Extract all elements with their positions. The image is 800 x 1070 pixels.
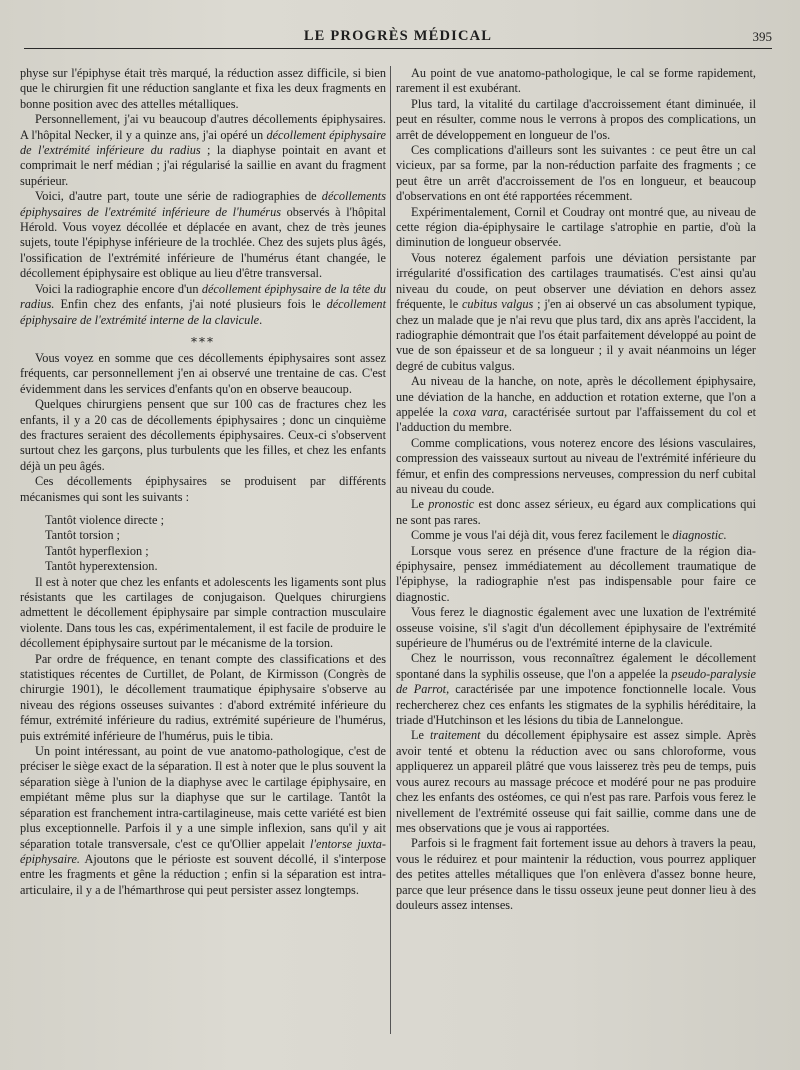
paragraph: Lorsque vous serez en présence d'une fracture de la région dia-épiphysaire, pensez immédiatement au décollement traumatique de l'épiphyse, la radiographie n'est pas indispensable pour faire ce diagnostic. bbox=[396, 543, 756, 604]
paragraph: Vous ferez le diagnostic également avec une luxation de l'extrémité osseuse voisine, s'il s'agit d'un décollement épiphysaire de l'extrémité supérieure de l'humérus ou de l'extrémité interne de la clavicule. bbox=[396, 605, 756, 651]
left-column bbox=[20, 66, 386, 1052]
paragraph: Ces décollements épiphysaires se produisent par différents mécanismes qui sont les suivants : bbox=[20, 474, 386, 504]
paragraph: Parfois si le fragment fait fortement issue au dehors à travers la peau, vous le réduirez et pour maintenir la réduction, vous pourrez appliquer des petites attelles métalliques que l'on enlèvera d'assez bonne heure, parce que leur présence dans le tissu osseux jeune peut donner lieu à des douleurs assez intenses. bbox=[396, 836, 756, 912]
emphasis: diagnostic. bbox=[672, 528, 727, 543]
emphasis: coxa vara bbox=[453, 404, 505, 419]
list-item: Tantôt hyperflexion ; bbox=[45, 543, 149, 558]
emphasis: décollements épiphysaires de l'extrémité inférieure de l'humérus bbox=[20, 189, 386, 219]
page-number: 395 bbox=[752, 29, 772, 44]
emphasis: décollement épiphysaire de l'extrémité inférieure du radius bbox=[20, 127, 386, 158]
paragraph: physe sur l'épiphyse était très marqué, la réduction assez difficile, si bien que le chirurgien fit une réduction sanglante et fixa les deux fragments en bonne position avec des attelles métalliques. bbox=[20, 66, 386, 111]
paragraph: Ces complications d'ailleurs sont les suivantes : ce peut être un cal vicieux, par sa forme, par la non-réduction parfaite des fragments ; ce peut être un arrêt d'accroissement de l'os en longueur, et beaucoup d'observations en ont été rapportées récemment. bbox=[396, 143, 756, 204]
paragraph: Comme complications, vous noterez encore des lésions vasculaires, compression des vaisseaux surtout au niveau de l'extrémité inférieure du fémur, et enfin des compressions nerveuses, compression du nerf cubital au niveau du coude. bbox=[396, 435, 756, 496]
paragraph: Personnellement, j'ai vu beaucoup d'autres décollements épiphysaires. A l'hôpital Necker, il y a quinze ans, j'ai opéré un décollement épiphysaire de l'extrémité inférieure du radius ; la diaphyse pointait en avant et comprimait le nerf médian ; j'ai régularisé la saillie en avant du fragment supérieur. bbox=[20, 112, 386, 188]
journal-title: LE PROGRÈS MÉDICAL bbox=[303, 28, 493, 44]
paragraph: Vous voyez en somme que ces décollements épiphysaires sont assez fréquents, car personnellement j'en ai observé une trentaine de cas. C'est évidemment dans les services d'enfants qu'on en observe beaucoup. bbox=[20, 350, 386, 396]
paragraph: Vous noterez également parfois une déviation persistante par irrégularité d'ossification des cartilages traumatisés. C'est ainsi qu'au niveau du coude, on peut observer une déviation en dehors assez fréquente, le cubitus valgus ; j'en ai observé un cas absolument typique, chez un malade que je n'ai revu que plus tard, dix ans après l'accident, la radiographie démontrait que l'os était parfaitement développé au point de vue de son épaisseur et de sa longueur ; il y avait néanmoins un léger degré de cubitus valgus. bbox=[396, 250, 756, 373]
paragraph: Par ordre de fréquence, en tenant compte des classifications et des statistiques récentes de Curtillet, de Polant, de Kirmisson (Congrès de chirurgie 1901), le décollement traumatique épiphysaire s'observe au niveau des régions osseuses suivantes : d'abord extrémité inférieure du fémur, extrémité inférieure du radius, extrémité supérieure de l'humérus, puis extrémité inférieure de l'humérus, puis le tibia. bbox=[20, 651, 386, 743]
emphasis: pseudo-paralysie de Parrot bbox=[396, 666, 756, 697]
paragraph: Au point de vue anatomo-pathologique, le cal se forme rapidement, rarement il est exubérant. bbox=[396, 66, 756, 96]
paragraph: Le traitement du décollement épiphysaire est assez simple. Après avoir tenté et obtenu la réduction avec ou sans chloroforme, vous appliquerez un appareil plâtré que vous laisserez très peu de temps, puis vous aurez recours au massage précoce et modéré pour ne pas produire chez les enfants des ostéomes, ce qui n'est pas rare. Parfois vous ferez le nivellement de l'extrémité osseuse qui fait saillie, comme dans une de mes observations que je vous ai rapportées. bbox=[396, 728, 757, 835]
paragraph: Voici, d'autre part, toute une série de radiographies de décollements épiphysaires de l'extrémité inférieure de l'humérus observés à l'hôpital Hérold. Vous voyez décollée et déplacée en avant, chez de très jeunes sujets, toute l'épiphyse inférieure de la trochlée. Chez des sujets plus âgés, l'ossification de l'extrémité inférieure de l'humérus étant changée, le décollement épiphysaire est oblique au lieu d'être transversal. bbox=[20, 189, 387, 281]
paragraph: Il est à noter que chez les enfants et adolescents les ligaments sont plus résistants que les cartilages de conjugaison. Quelques chirurgiens admettent le décollement épiphysaire par simple contraction musculaire violente. Dans tous les cas, expérimentalement, il est facile de produire le décollement épiphysaire surtout par le mécanisme de la torsion. bbox=[20, 574, 386, 651]
emphasis: décollement épiphysaire de la tête du radius. bbox=[20, 281, 386, 312]
list-item: Tantôt torsion ; bbox=[45, 528, 120, 543]
paragraph: Comme je vous l'ai déjà dit, vous ferez facilement le diagnostic. bbox=[411, 528, 727, 543]
paragraph: Chez le nourrisson, vous reconnaîtrez également le décollement spontané dans la syphilis osseuse, que l'on a appelée la pseudo-paralysie de Parrot, caractérisée par une impotence fonctionnelle locale. Vous rechercherez chez ces enfants les stigmates de la syphilis héréditaire, la triade d'Hutchinson et les lésions du tibia de Lannelongue. bbox=[396, 651, 756, 728]
column-divider bbox=[390, 66, 391, 1034]
emphasis: traitement bbox=[430, 728, 481, 743]
paragraph: Au niveau de la hanche, on note, après le décollement épiphysaire, une déviation de la hanche, en adduction et rotation externe, que l'on a appelée la coxa vara, caractérisée surtout par l'affaissement du col et l'adduction du membre. bbox=[396, 374, 756, 435]
emphasis: pronostic bbox=[428, 497, 475, 512]
paragraph: Quelques chirurgiens pensent que sur 100 cas de fractures chez les enfants, il y a 20 cas de décollements épiphysaires ; donc un cinquième des fractures seraient des décollements épiphysaires. Ceux-ci s'observent surtout chez les garçons, plus turbulents que les filles, et chez les enfants déjà un peu âgés. bbox=[20, 397, 386, 473]
emphasis: cubitus valgus bbox=[461, 297, 534, 312]
emphasis: l'entorse juxta-épiphysaire. bbox=[20, 836, 386, 866]
list-item: Tantôt violence directe ; bbox=[45, 512, 164, 527]
paragraph: Un point intéressant, au point de vue anatomo-pathologique, c'est de préciser le siège exact de la séparation. Il est à noter que le plus souvent la séparation siège à l'union de la diaphyse avec le cartilage épiphysaire, en empiétant même plus sur la diaphyse que sur le cartilage. Tantôt la séparation est franchement intra-cartilagineuse, mais cette variété est bien plus exceptionnelle. Parfois il y a une simple inflexion, sans qu'il y ait séparation totale transversale, c'est ce qu'Ollier appelait l'entorse juxta-épiphysaire. Ajoutons que le périoste est souvent décollé, il s'interpose entre les fragments et gêne la réduction ; enfin si la séparation est intra-articulaire, il y a de l'hémarthrose qui peut persister assez longtemps. bbox=[20, 744, 386, 897]
running-head bbox=[24, 26, 772, 49]
paragraph: Plus tard, la vitalité du cartilage d'accroissement étant diminuée, il peut en résulter, comme nous le verrons à propos des complications, un arrêt de développement en longueur de l'os. bbox=[396, 96, 756, 142]
emphasis: décollement épiphysaire de l'extrémité interne de la clavicule bbox=[20, 297, 386, 327]
paragraph: Le pronostic est donc assez sérieux, eu égard aux complications qui ne sont pas rares. bbox=[396, 497, 756, 527]
paragraph: Voici la radiographie encore d'un décollement épiphysaire de la tête du radius. Enfin chez des enfants, j'ai noté plusieurs fois le décollement épiphysaire de l'extrémité interne de la clavicule. bbox=[20, 281, 386, 327]
list-item: Tantôt hyperextension. bbox=[45, 559, 158, 574]
section-separator: ⁎⁎⁎ bbox=[191, 330, 215, 345]
paragraph: Expérimentalement, Cornil et Coudray ont montré que, au niveau de cette région dia-épiphysaire le cartilage s'atrophie en partie, d'où la diminution de longueur observée. bbox=[396, 204, 756, 250]
right-column bbox=[396, 66, 756, 1052]
